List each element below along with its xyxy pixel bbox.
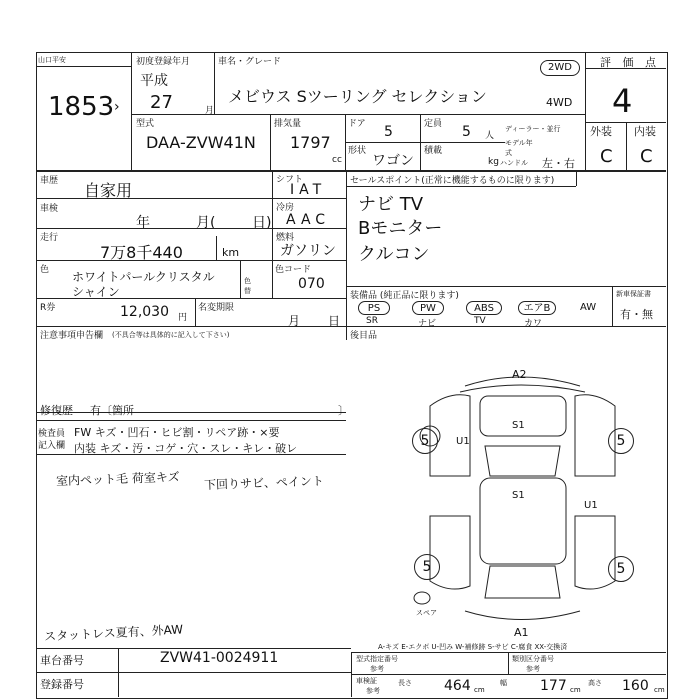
repair-history-label: 修復歴 — [40, 404, 73, 417]
auction-house: 山口平安 — [38, 56, 66, 64]
model-designation-label: 型式指定番号 — [356, 655, 398, 663]
doors-value: 5 — [384, 124, 393, 140]
divider — [272, 170, 273, 298]
divider — [36, 672, 351, 673]
mileage-label: 走行 — [40, 233, 59, 243]
dimensions-ref: 参考 — [366, 687, 380, 695]
divider — [240, 260, 241, 298]
repair-history-close: 〕 — [338, 404, 349, 417]
divider — [612, 286, 613, 326]
divider — [351, 674, 666, 675]
drive-2wd: 2WD — [540, 60, 580, 76]
divider — [216, 236, 217, 260]
mileage-value: 7万8千440 — [100, 243, 183, 262]
divider — [346, 326, 666, 327]
body-shape-value: ワゴン — [372, 153, 414, 169]
diagram-mark-a2: A2 — [512, 368, 527, 381]
repair-history-value: 有〔箇所 — [90, 404, 134, 417]
divider — [131, 114, 585, 115]
length-unit: cm — [474, 686, 485, 694]
month-unit: 月 — [205, 106, 215, 116]
handwritten-note-3: スタットレス夏有、外AW — [43, 622, 184, 644]
equipment-abs: ABS — [466, 301, 502, 315]
doors-label: ドア — [348, 119, 366, 129]
divider — [36, 420, 346, 421]
divider — [36, 170, 666, 172]
capacity-value: 5 — [462, 124, 471, 140]
inspection-month: 月( — [196, 215, 216, 231]
car-diagram — [400, 366, 650, 636]
load-unit: kg — [488, 157, 499, 167]
body-shape-label: 形状 — [348, 146, 367, 156]
height-value: 160 — [622, 678, 649, 694]
divider — [36, 454, 346, 455]
capacity-label: 定員 — [424, 119, 443, 129]
length-label: 長さ — [398, 679, 412, 687]
equipment-sr: SR — [366, 316, 378, 326]
shift-value: IAT — [290, 182, 327, 198]
divider — [346, 170, 347, 340]
lot-number: 1853 — [48, 92, 115, 122]
equipment-pw: PW — [412, 301, 444, 315]
capacity-unit: 人 — [485, 131, 495, 141]
exterior-value: C — [600, 146, 613, 167]
displacement-unit: cc — [332, 155, 342, 165]
divider — [36, 198, 272, 199]
color-value-2: シャイン — [72, 285, 120, 299]
other-mount-label: 後目品 — [350, 331, 378, 341]
registration-label: 登録番号 — [40, 678, 84, 691]
class-no-sub: 参考 — [526, 665, 540, 673]
inspector-line-2: 内装 キズ・汚・コゲ・穴・スレ・キレ・破レ — [74, 442, 298, 455]
warranty-label: 新車保証書 — [616, 290, 651, 298]
width-value: 177 — [540, 678, 567, 694]
handwritten-note-1: 室内ペット毛 荷室キズ — [55, 469, 180, 489]
diagram-mark-rr: 5 — [608, 556, 634, 582]
car-name-label: 車名・グレード — [218, 57, 282, 67]
model-year: モデル年式 — [505, 139, 533, 157]
class-no-label: 類別区分番号 — [512, 655, 554, 663]
sales-points-label: セールスポイント(正常に機能するものに限ります) — [350, 176, 555, 186]
drive-4wd: 4WD — [546, 96, 573, 109]
divider — [346, 286, 666, 287]
handle-label: ハンドル — [500, 159, 528, 167]
divider — [272, 198, 346, 199]
height-unit: cm — [654, 686, 665, 694]
handwritten-note-2: 下回りサビ、ペイント — [203, 473, 325, 493]
equipment-navi: ナビ — [418, 319, 437, 329]
dealer-import: ディーラー・並行 — [505, 125, 561, 133]
equipment-label: 装備品 (純正品に限ります) — [350, 291, 459, 301]
height-label: 高さ — [588, 679, 602, 687]
vehicle-use-value: 自家用 — [84, 181, 133, 200]
era: 平成 — [140, 73, 168, 89]
aircon-value: AAC — [286, 212, 331, 228]
width-label: 幅 — [500, 679, 507, 687]
handle-value: 左・右 — [542, 157, 575, 170]
displacement-value: 1797 — [290, 133, 331, 152]
load-label: 積載 — [424, 146, 443, 156]
name-change-day: 日 — [328, 314, 341, 328]
diagram-mark-s1-front: S1 — [512, 420, 525, 431]
divider — [131, 52, 132, 170]
chassis-label: 車台番号 — [40, 654, 84, 667]
legend-codes: A-キズ E-エクボ U-凹み W-補修跡 S-サビ C-腐食 XX-交換済 — [378, 643, 568, 651]
fuel-label: 燃料 — [276, 233, 295, 243]
dimensions-label: 車検証 — [356, 677, 377, 685]
diagram-mark-rl: 5 — [414, 554, 440, 580]
equipment-airbag: エアB — [518, 301, 556, 315]
notes-label: 注意事項申告欄 — [40, 331, 104, 341]
sales-point-2: Bモニター — [358, 218, 443, 239]
spare-label: スペア — [416, 609, 437, 617]
first-registration-label: 初度登録年月 — [136, 57, 191, 67]
inspector-line-1: FW キズ・凹石・ヒビ割・リペア跡・×要 — [74, 426, 280, 439]
registration-year: 27 — [150, 92, 173, 113]
model-designation-sub: 参考 — [370, 665, 384, 673]
color-value-1: ホワイトパールクリスタル — [72, 270, 215, 284]
equipment-tv: TV — [474, 316, 486, 326]
displacement-label: 排気量 — [274, 119, 302, 129]
length-value: 464 — [444, 678, 471, 694]
color-label: 色 — [40, 265, 50, 275]
equipment-ps: PS — [358, 301, 390, 315]
divider — [36, 260, 346, 261]
chassis-value: ZVW41-0024911 — [160, 650, 279, 666]
recycle-value: 12,030 — [120, 304, 169, 320]
grade-value: 4 — [612, 82, 633, 120]
divider — [36, 298, 346, 299]
sales-point-3: クルコン — [358, 244, 430, 265]
shift-label: シフト — [276, 175, 304, 185]
equipment-aw: AW — [580, 302, 597, 313]
diagram-mark-u1-right: U1 — [584, 500, 598, 511]
divider — [626, 122, 627, 170]
diagram-mark-s1-mid: S1 — [512, 490, 525, 501]
divider — [36, 412, 346, 413]
diagram-mark-fl: 5 — [412, 428, 438, 454]
divider — [36, 228, 272, 229]
grade-label: 評 価 点 — [600, 56, 660, 69]
inspection-label: 車検 — [40, 204, 59, 214]
inspector-label-1: 検査員 — [38, 429, 66, 439]
car-name: メビウス Sツーリング セレクション — [228, 87, 487, 106]
diagram-mark-fr: 5 — [608, 428, 634, 454]
mileage-unit: km — [222, 246, 240, 259]
color-change-label: 色替 — [244, 277, 251, 295]
sales-point-1: ナビ TV — [358, 194, 424, 215]
exterior-label: 外装 — [590, 125, 612, 138]
diagram-mark-a1: A1 — [514, 626, 529, 639]
color-code-label: 色コード — [275, 265, 312, 275]
model-value: DAA-ZVW41N — [146, 133, 256, 152]
divider — [508, 652, 509, 674]
name-change-month: 月 — [288, 314, 301, 328]
vehicle-use-label: 車歴 — [40, 176, 59, 186]
aircon-label: 冷房 — [276, 203, 295, 213]
divider — [576, 170, 577, 186]
inspection-day: 日) — [252, 215, 272, 231]
equipment-leather: カワ — [524, 319, 543, 329]
divider — [272, 228, 346, 229]
chevron-right-icon: › — [114, 99, 120, 115]
divider — [36, 66, 131, 67]
name-change-label: 名変期限 — [198, 303, 235, 313]
diagram-mark-u1-left: U1 — [456, 436, 470, 447]
divider — [346, 186, 576, 187]
divider — [36, 648, 351, 649]
divider — [36, 326, 346, 327]
interior-label: 内装 — [634, 125, 656, 138]
divider — [270, 114, 271, 170]
inspector-label-2: 記入欄 — [38, 441, 66, 451]
color-code: 070 — [298, 276, 325, 292]
divider — [585, 52, 586, 170]
fuel-value: ガソリン — [280, 243, 336, 259]
recycle-label: R券 — [40, 303, 56, 313]
interior-value: C — [640, 146, 653, 167]
recycle-unit: 円 — [178, 313, 188, 323]
inspection-year: 年 — [136, 215, 150, 231]
notes-sub: (不具合等は具体的に記入して下さい) — [112, 331, 230, 339]
warranty-value: 有・無 — [620, 308, 653, 321]
model-label: 型式 — [136, 119, 155, 129]
divider — [585, 68, 666, 69]
divider — [195, 298, 196, 326]
divider — [214, 52, 215, 114]
width-unit: cm — [570, 686, 581, 694]
